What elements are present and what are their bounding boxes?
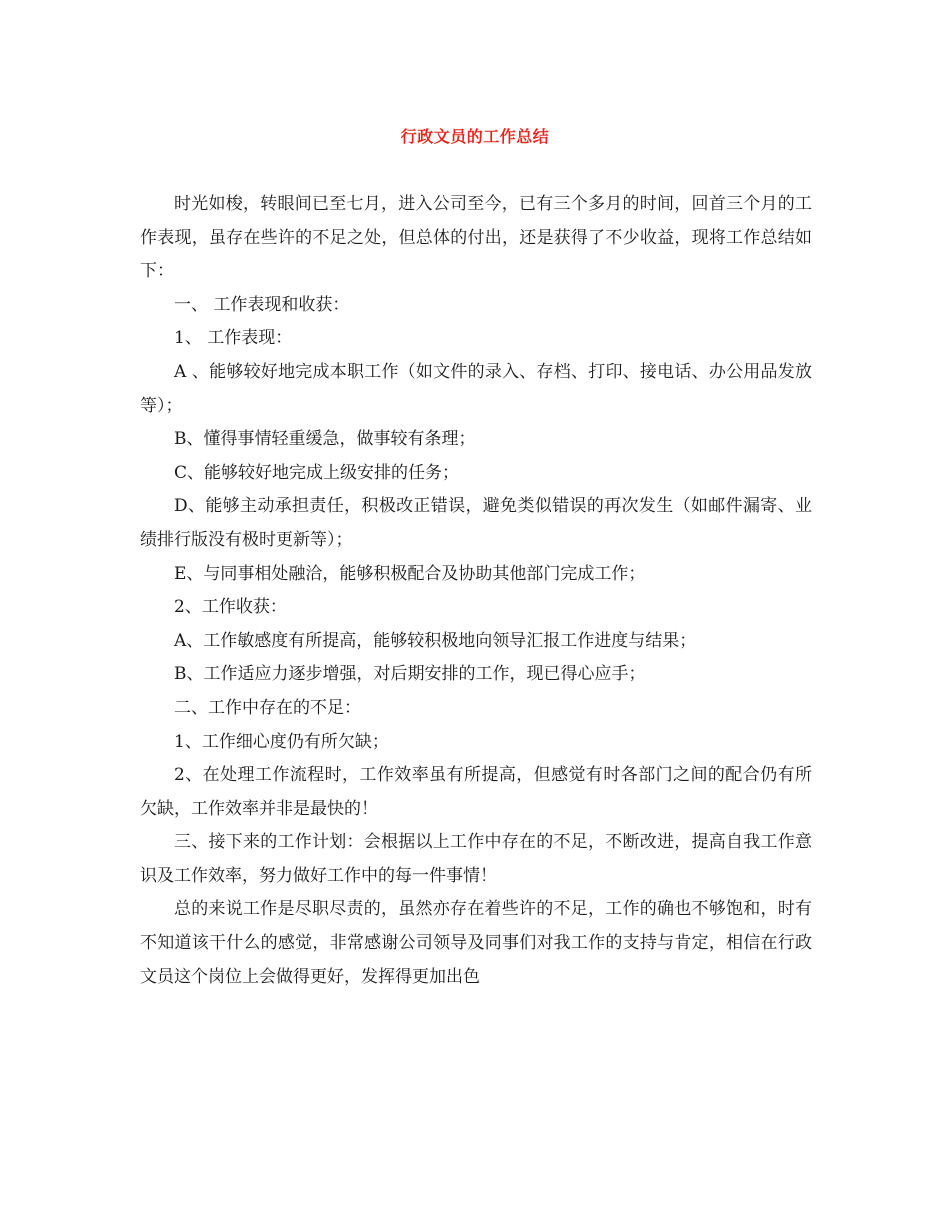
list-item-b: B、懂得事情轻重缓急，做事较有条理； — [174, 429, 476, 450]
section-heading-1: 一、 工作表现和收获： — [174, 294, 350, 315]
paragraph-conclusion: 总的来说工作是尽职尽责的，虽然亦存在着些许的不足，工作的确也不够饱和，时有不知道该干什么的感觉，非常感谢公司领导及同事们对我工作的支持与肯定，相信在行政文员这个岗位上会做得更好，发挥得更加出色 — [140, 899, 812, 987]
section-heading-3: 三、接下来的工作计划：会根据以上工作中存在的不足，不断改进，提高自我工作意识及工作效率，努力做好工作中的每一件事情！ — [140, 832, 812, 886]
list-item-gain-a: A、工作敏感度有所提高，能够较积极地向领导汇报工作进度与结果； — [174, 630, 697, 651]
paragraph-intro: 时光如梭，转眼间已至七月，进入公司至今，已有三个多月的时间，回首三个月的工作表现，虽存在些许的不足之处，但总体的付出，还是获得了不少收益，现将工作总结如下： — [140, 194, 812, 282]
subsection-heading-2: 2、工作收获： — [174, 597, 287, 618]
list-item-c: C、能够较好地完成上级安排的任务； — [174, 462, 460, 483]
list-item-a: A 、能够较好地完成本职工作（如文件的录入、存档、打印、接电话、办公用品发放等）； — [140, 361, 812, 416]
list-item-shortfall-2: 2、在处理工作流程时，工作效率虽有所提高，但感觉有时各部门之间的配合仍有所欠缺，工作效率并非是最快的！ — [140, 765, 812, 819]
list-item-shortfall-1: 1、工作细心度仍有所欠缺； — [174, 731, 389, 752]
section-heading-2: 二、工作中存在的不足： — [174, 697, 361, 718]
list-item-gain-b: B、工作适应力逐步增强，对后期安排的工作，现已得心应手； — [174, 664, 646, 685]
document-title: 行政文员的工作总结 — [400, 127, 550, 146]
subsection-heading-1: 1、 工作表现： — [174, 328, 293, 349]
list-item-e: E、与同事相处融洽，能够积极配合及协助其他部门完成工作； — [174, 563, 646, 584]
document-body — [140, 188, 812, 994]
list-item-d: D、能够主动承担责任，积极改正错误，避免类似错误的再次发生（如邮件漏寄、业绩排行版没有极时更新等）； — [140, 496, 812, 550]
